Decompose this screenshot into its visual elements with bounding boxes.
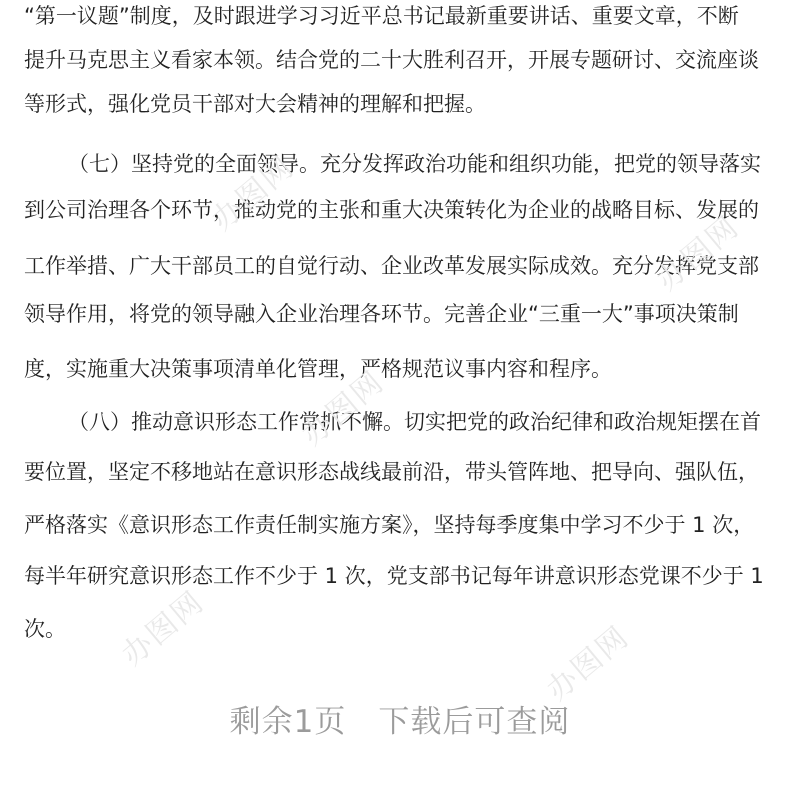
paragraph-1-line-3: 等形式，强化党员干部对大会精神的理解和把握。: [24, 92, 486, 116]
paragraph-2-line-2: 到公司治理各个环节，推动党的主张和重大决策转化为企业的战略目标、发展的: [24, 198, 759, 222]
watermark-1: 办图网: [205, 149, 302, 238]
paragraph-2-line-1: （七）坚持党的全面领导。充分发挥政治功能和组织功能，把党的领导落实: [68, 152, 761, 176]
paragraph-3-line-1: （八）推动意识形态工作常抓不懈。切实把党的政治纪律和政治规矩摆在首: [68, 410, 761, 434]
paragraph-3-line-3: 严格落实《意识形态工作责任制实施方案》，坚持每季度集中学习不少于 1 次，: [24, 513, 755, 537]
paragraph-2-line-4: 领导作用，将党的领导融入企业治理各环节。完善企业“三重一大”事项决策制: [24, 302, 739, 326]
watermark-2: 办图网: [295, 364, 392, 453]
paragraph-3-line-2: 要位置，坚定不移地站在意识形态战线最前沿，带头管阵地、把导向、强队伍，: [24, 460, 759, 484]
paragraph-1-line-1: “第一议题”制度，及时跟进学习习近平总书记最新重要讲话、重要文章，不断: [24, 4, 739, 28]
paragraph-3-line-4: 每半年研究意识形态工作不少于 1 次，党支部书记每年讲意识形态党课不少于 1: [24, 564, 764, 588]
paragraph-1-line-2: 提升马克思主义看家本领。结合党的二十大胜利召开，开展专题研讨、交流座谈: [24, 48, 759, 72]
download-to-view-notice[interactable]: 剩余1页 下载后可查阅: [229, 704, 571, 740]
paragraph-2-line-3: 工作举措、广大干部员工的自觉行动、企业改革发展实际成效。充分发挥党支部: [24, 254, 759, 278]
paragraph-2-line-5: 度，实施重大决策事项清单化管理，严格规范议事内容和程序。: [24, 357, 612, 381]
watermark-5: 办图网: [540, 619, 637, 708]
watermark-4: 办图网: [115, 584, 212, 673]
watermark-3: 办图网: [650, 209, 747, 298]
paragraph-3-line-5: 次。: [24, 617, 66, 641]
